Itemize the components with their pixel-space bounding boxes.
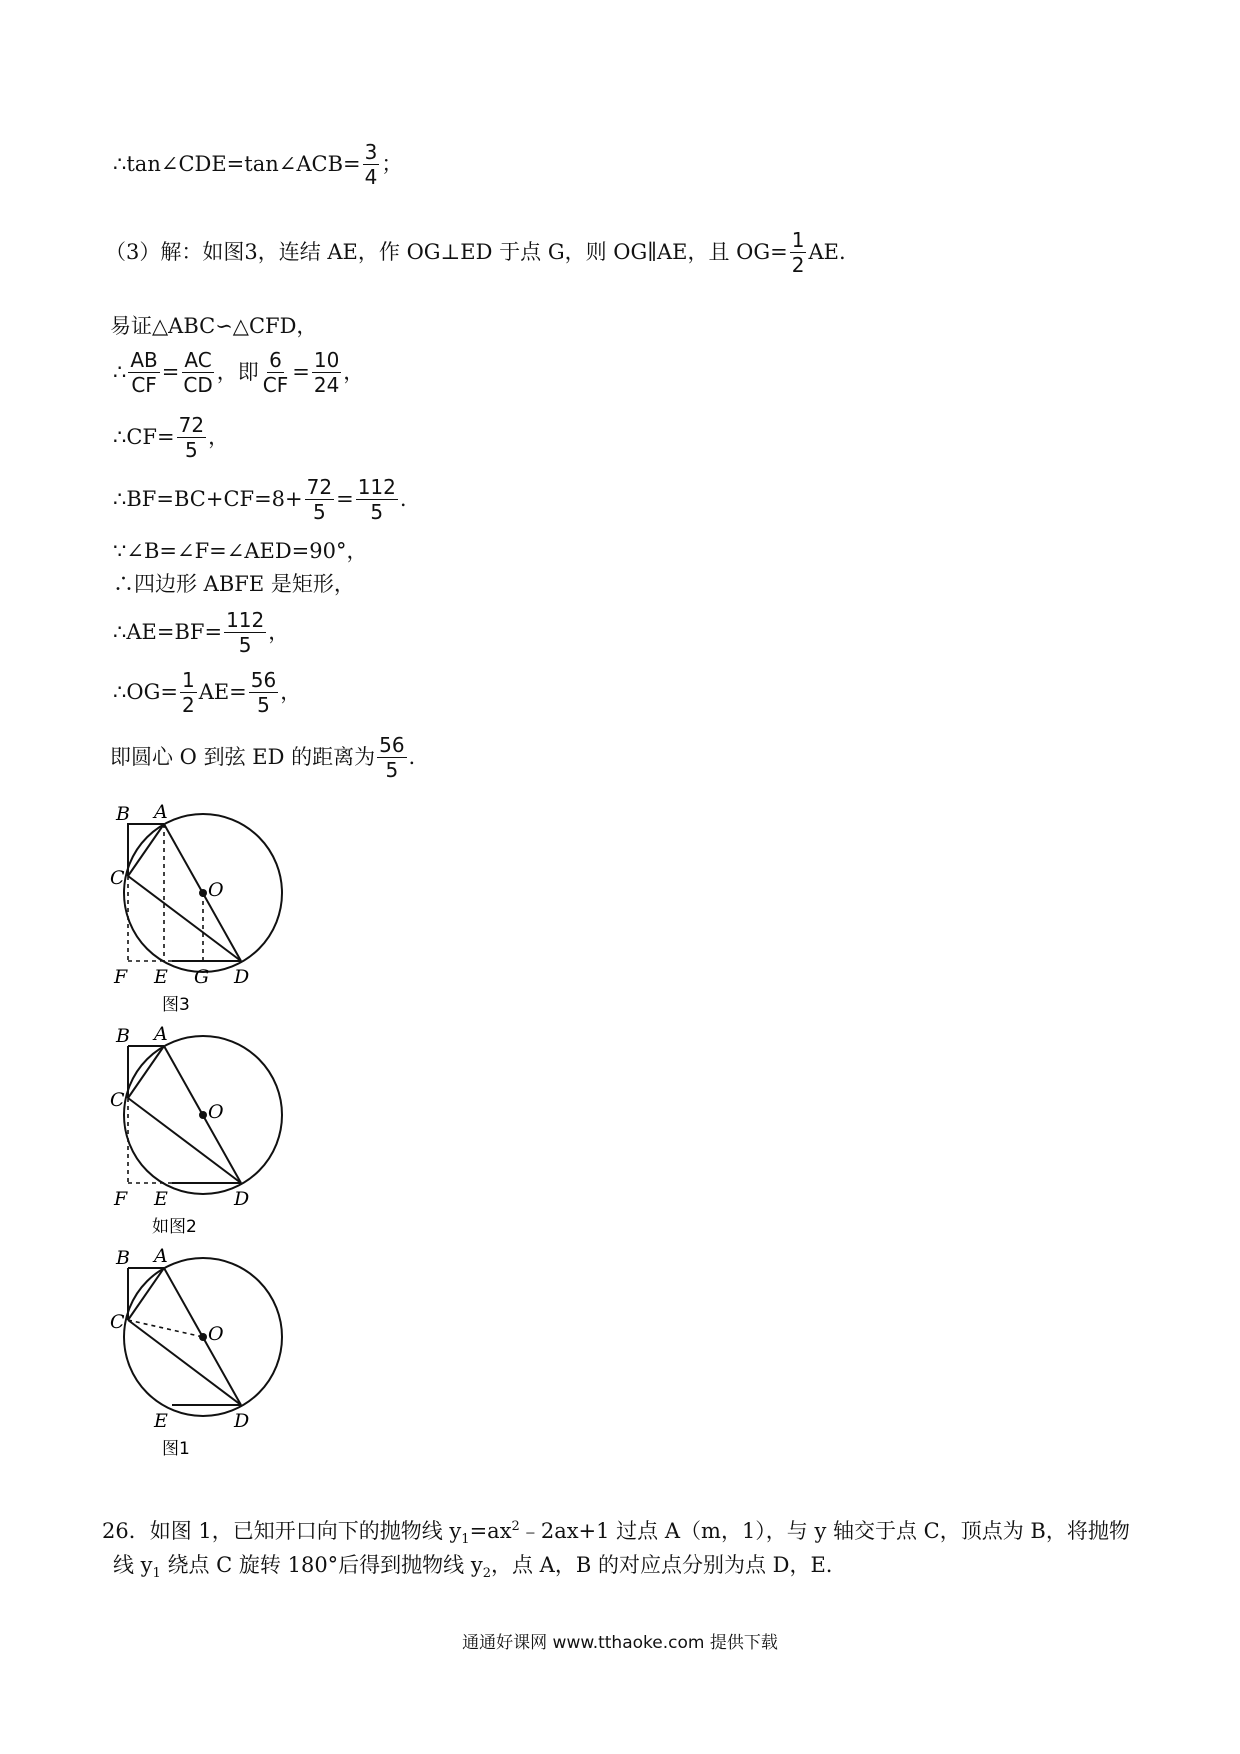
center-dot (199, 1111, 207, 1119)
frac-num: 112 (357, 475, 396, 499)
fraction-6-cf (261, 350, 290, 395)
fraction-56-5 (249, 670, 278, 715)
center-dot (199, 1333, 207, 1341)
p26-l1-sub: 1 (461, 1532, 470, 1548)
frac-num: 6 (269, 348, 282, 372)
frac-den: 5 (184, 438, 198, 462)
problem-26-line-1 (102, 1520, 1130, 1546)
p26-l2-b: 绕点 C 旋转 180°后得到抛物线 y (160, 1553, 483, 1577)
p26-line2-text (113, 1555, 832, 1580)
label-e: E (154, 1410, 168, 1432)
frac-num: 3 (364, 140, 378, 164)
ae-line (113, 610, 289, 655)
frac-den: CF (262, 373, 289, 397)
similar-line (110, 316, 317, 337)
p26-line1-text (102, 1520, 1130, 1546)
og-suffix: ， (280, 680, 302, 704)
label-d: D (234, 966, 250, 988)
fraction-72-5 (305, 477, 334, 522)
tan-equation-line (113, 142, 402, 187)
part3-line (105, 230, 846, 275)
figure-3-caption: 图3 (162, 995, 190, 1015)
label-o: O (208, 1323, 224, 1345)
frac-den: 5 (257, 693, 270, 717)
label-a: A (154, 801, 168, 823)
page-footer: 通通好课网 www.tthaoke.com 提供下载 (462, 1633, 778, 1653)
label-d: D (234, 1188, 250, 1210)
p26-l1-sup: 2 (511, 1519, 520, 1534)
cf-line (113, 415, 229, 460)
frac-num: 56 (250, 668, 277, 692)
label-o: O (208, 1101, 224, 1123)
label-e: E (154, 966, 168, 988)
label-c: C (110, 1089, 125, 1111)
label-a: A (154, 1023, 168, 1045)
frac-den: 2 (791, 253, 805, 277)
frac-den: 24 (313, 373, 340, 397)
frac-num: 10 (313, 348, 340, 372)
bf-suffix: . (399, 487, 407, 511)
angles-text: ∵∠B=∠F=∠AED=90°， (113, 539, 368, 563)
part3-suffix: AE. (808, 240, 846, 264)
equals: = (292, 360, 310, 384)
frac-den: 5 (370, 500, 384, 524)
ratio-suffix: ， (343, 360, 365, 384)
label-e: E (154, 1188, 168, 1210)
ae-suffix: ， (268, 620, 290, 644)
rect-text: ∴四边形 ABFE 是矩形， (113, 572, 355, 596)
angles-line (113, 541, 368, 562)
og-mid: AE= (198, 680, 247, 704)
frac-num: 72 (306, 475, 333, 499)
frac-den: 2 (181, 693, 195, 717)
frac-num: 1 (791, 228, 805, 252)
fraction-56-5 (377, 735, 406, 780)
figure-1 (110, 1242, 290, 1462)
similar-text: 易证△ABC∽△CFD， (110, 314, 318, 338)
frac-num: 72 (178, 413, 205, 437)
fraction-ab-cf (128, 350, 159, 395)
label-o: O (208, 879, 224, 901)
fraction-1-2 (790, 230, 807, 275)
label-b: B (116, 1025, 130, 1047)
center-dot (199, 889, 207, 897)
label-b: B (116, 803, 130, 825)
ratio-mid-text: ，即 (216, 360, 259, 384)
tan-suffix: ； (381, 152, 403, 176)
label-a: A (154, 1245, 168, 1267)
frac-den: 5 (385, 758, 399, 782)
fraction-ac-cd (181, 350, 214, 395)
conclusion-line (110, 735, 415, 780)
p26-l1-b: =ax (469, 1519, 512, 1543)
rect-line (113, 574, 355, 595)
label-d: D (234, 1410, 250, 1432)
conclusion-text: 即圆心 O 到弦 ED 的距离为 (110, 745, 376, 769)
p26-l2-sub1: 1 (152, 1566, 161, 1582)
p26-l2-c: ，点 A，B 的对应点分别为点 D，E. (491, 1553, 833, 1577)
fraction-112-5 (224, 610, 266, 655)
fraction-1-2 (180, 670, 197, 715)
frac-den: 5 (313, 500, 326, 524)
p26-l2-a: 线 y (113, 1553, 153, 1577)
label-f: F (114, 1188, 128, 1210)
cf-prefix: ∴CF= (113, 425, 175, 449)
bf-prefix: ∴BF=BC+CF=8+ (113, 487, 303, 511)
label-b: B (116, 1247, 130, 1269)
bf-line (113, 477, 407, 522)
conclusion-suffix: . (408, 745, 416, 769)
frac-den: CF (131, 373, 157, 397)
frac-den: 5 (238, 633, 252, 657)
problem-26-line-2 (113, 1555, 832, 1580)
cf-suffix: ， (208, 425, 230, 449)
p26-l1-a: 26．如图 1，已知开口向下的抛物线 y (102, 1519, 462, 1543)
label-c: C (110, 1311, 125, 1333)
label-f: F (114, 966, 128, 988)
fraction-10-24 (312, 350, 341, 395)
frac-den: 4 (364, 165, 378, 189)
therefore-symbol: ∴ (113, 360, 127, 384)
fraction-72-5 (177, 415, 206, 460)
figure-1-caption: 图1 (162, 1439, 190, 1459)
tan-prefix: ∴tan∠CDE=tan∠ACB= (113, 152, 361, 176)
frac-num: AC (184, 348, 212, 372)
frac-den: CD (183, 373, 213, 397)
fraction-3-4 (363, 142, 380, 187)
equals: = (161, 360, 180, 384)
figure-3 (110, 798, 290, 1018)
figure-2 (110, 1020, 290, 1240)
frac-num: 1 (181, 668, 195, 692)
frac-num: 112 (226, 608, 265, 632)
og-prefix: ∴OG= (113, 680, 178, 704)
frac-num: 56 (379, 733, 405, 757)
label-g: G (194, 966, 210, 988)
ae-prefix: ∴AE=BF= (113, 620, 223, 644)
fraction-112-5 (356, 477, 398, 522)
p26-l2-sub2: 2 (482, 1566, 491, 1582)
label-c: C (110, 867, 125, 889)
p26-l1-c: ﹣2ax+1 过点 A（m，1），与 y 轴交于点 C，顶点为 B，将抛物 (519, 1519, 1130, 1543)
ratio-line (113, 350, 364, 395)
figure-2-caption: 如图2 (152, 1217, 197, 1237)
og-line (113, 670, 301, 715)
part3-text: （3）解：如图3，连结 AE，作 OG⊥ED 于点 G，则 OG∥AE，且 OG= (105, 240, 788, 264)
frac-num: AB (130, 348, 158, 372)
equals: = (336, 487, 354, 511)
